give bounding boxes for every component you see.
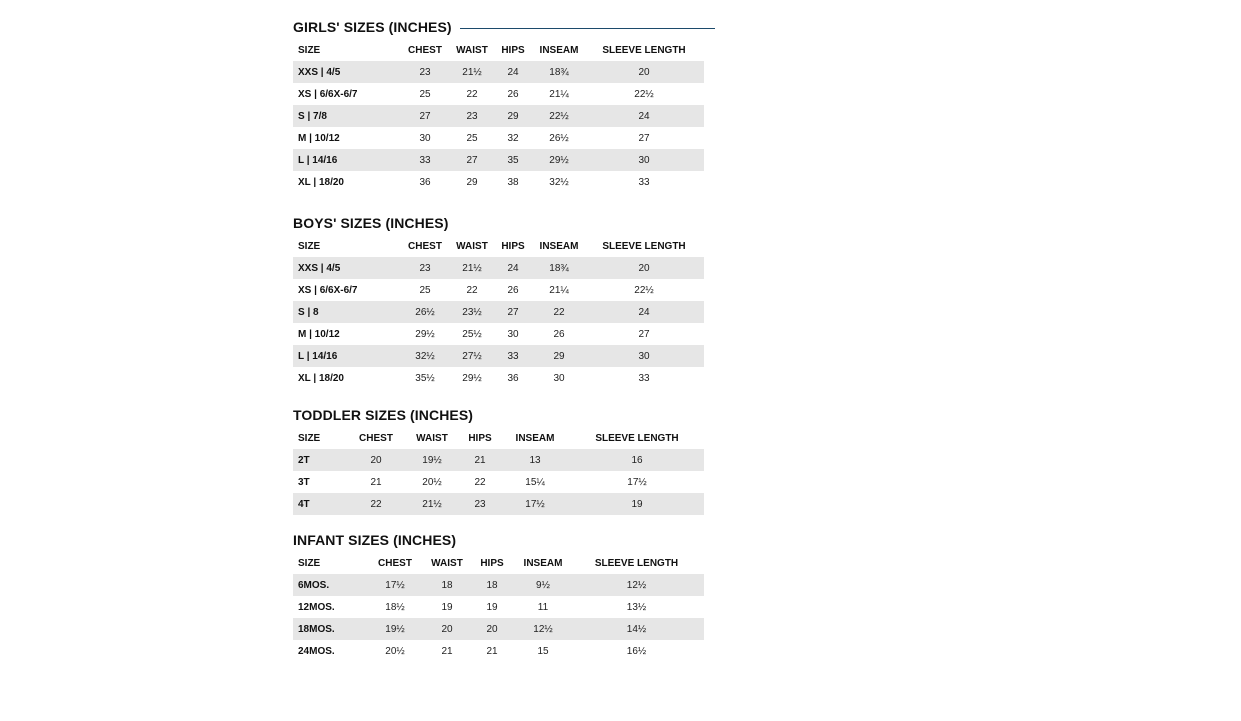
infant-size-section	[293, 530, 715, 662]
sleeve-cell: 30	[584, 149, 704, 171]
table-header-row	[293, 39, 704, 61]
header-size: SIZE	[298, 557, 321, 569]
table-row	[293, 257, 704, 279]
sleeve-cell: 27	[638, 328, 650, 340]
header-sleeve-length: SLEEVE LENGTH	[602, 240, 686, 252]
hips-cell: 30	[507, 328, 519, 340]
waist-cell: 22	[466, 88, 478, 100]
table-row	[293, 345, 704, 367]
toddler-size-title: TODDLER SIZES (INCHES)	[293, 407, 474, 423]
sleeve-cell: 17½	[627, 476, 647, 488]
header-chest: CHEST	[359, 432, 393, 444]
table-row	[293, 83, 704, 105]
sleeve-cell: 27	[638, 132, 650, 144]
chest-cell: 26½	[398, 301, 452, 323]
inseam-cell: 29½	[534, 149, 584, 171]
sleeve-cell: 20	[584, 257, 704, 279]
header-inseam: INSEAM	[539, 44, 579, 56]
sleeve-cell: 33	[638, 176, 650, 188]
waist-cell: 21½	[404, 493, 460, 515]
size-cell: S | 8	[293, 301, 398, 323]
hips-cell: 36	[507, 372, 519, 384]
waist-cell: 27½	[452, 345, 492, 367]
header-hips: HIPS	[480, 557, 504, 569]
chest-cell: 29½	[415, 328, 435, 340]
inseam-cell: 26½	[549, 132, 569, 144]
size-cell: 3T	[298, 476, 310, 488]
hips-cell: 23	[460, 493, 500, 515]
inseam-cell: 18¾	[534, 257, 584, 279]
hips-cell: 20	[467, 618, 517, 640]
header-size: SIZE	[298, 240, 321, 252]
size-cell: 24MOS.	[298, 645, 335, 657]
sleeve-cell: 22½	[634, 284, 654, 296]
inseam-cell: 18¾	[534, 61, 584, 83]
table-row	[293, 574, 704, 596]
table-row	[293, 105, 704, 127]
table-row	[293, 323, 704, 345]
hips-cell: 29	[492, 105, 534, 127]
waist-cell: 23½	[452, 301, 492, 323]
chest-cell: 17½	[363, 574, 427, 596]
table-row	[293, 471, 704, 493]
table-row	[293, 301, 704, 323]
header-size: SIZE	[298, 44, 321, 56]
waist-cell: 19½	[404, 449, 460, 471]
waist-cell: 19	[441, 601, 453, 613]
chest-cell: 20	[348, 449, 404, 471]
table-row	[293, 367, 704, 389]
sleeve-cell: 16	[570, 449, 704, 471]
hips-cell: 35	[492, 149, 534, 171]
girls-size-title: GIRLS' SIZES (INCHES)	[293, 19, 452, 35]
inseam-cell: 30	[553, 372, 565, 384]
boys-size-title: BOYS' SIZES (INCHES)	[293, 215, 449, 231]
chest-cell: 19½	[363, 618, 427, 640]
sleeve-cell: 22½	[634, 88, 654, 100]
table-row	[293, 61, 704, 83]
boys-size-section	[293, 213, 715, 389]
size-cell: 6MOS.	[293, 574, 363, 596]
header-inseam: INSEAM	[523, 557, 563, 569]
inseam-cell: 21¼	[549, 284, 569, 296]
header-waist: WAIST	[456, 240, 488, 252]
hips-cell: 26	[507, 88, 519, 100]
infant-title-row	[293, 530, 715, 550]
chest-cell: 18½	[385, 601, 405, 613]
inseam-cell: 17½	[500, 493, 570, 515]
size-cell: L | 14/16	[293, 345, 398, 367]
header-chest: CHEST	[408, 44, 442, 56]
inseam-cell: 15	[537, 645, 549, 657]
header-chest: CHEST	[378, 557, 412, 569]
girls-title-row	[293, 17, 715, 37]
size-cell: 4T	[293, 493, 348, 515]
size-cell: M | 10/12	[298, 328, 340, 340]
sleeve-cell: 12½	[569, 574, 704, 596]
inseam-cell: 32½	[549, 176, 569, 188]
waist-cell: 25½	[462, 328, 482, 340]
hips-cell: 21	[460, 449, 500, 471]
inseam-cell: 26	[553, 328, 565, 340]
inseam-cell: 13	[500, 449, 570, 471]
size-cell: M | 10/12	[298, 132, 340, 144]
sleeve-cell: 16½	[626, 645, 647, 657]
header-waist: WAIST	[431, 557, 463, 569]
chest-cell: 33	[398, 149, 452, 171]
table-row	[293, 596, 704, 618]
waist-cell: 29½	[462, 372, 482, 384]
boys-size-table	[293, 235, 704, 389]
size-cell: S | 7/8	[293, 105, 398, 127]
size-cell: XL | 18/20	[298, 372, 344, 384]
waist-cell: 20½	[422, 476, 442, 488]
inseam-cell: 21¼	[549, 88, 569, 100]
waist-cell: 18	[427, 574, 467, 596]
hips-cell: 22	[474, 476, 486, 488]
sleeve-cell: 20	[584, 61, 704, 83]
toddler-size-section	[293, 405, 715, 515]
table-header-row	[293, 235, 704, 257]
hips-cell: 38	[507, 176, 519, 188]
table-row	[293, 149, 704, 171]
sleeve-cell: 24	[584, 105, 704, 127]
infant-size-table	[293, 552, 704, 662]
chest-cell: 36	[419, 176, 431, 188]
chest-cell: 32½	[398, 345, 452, 367]
table-row	[293, 493, 704, 515]
chest-cell: 23	[398, 257, 452, 279]
chest-cell: 25	[419, 284, 431, 296]
inseam-cell: 22½	[534, 105, 584, 127]
sleeve-cell: 30	[584, 345, 704, 367]
hips-cell: 24	[492, 257, 534, 279]
title-divider	[460, 28, 715, 29]
table-row	[293, 640, 704, 662]
waist-cell: 25	[466, 132, 478, 144]
table-header-row	[293, 552, 704, 574]
size-cell: 18MOS.	[293, 618, 363, 640]
size-cell: XL | 18/20	[298, 176, 344, 188]
waist-cell: 29	[466, 176, 478, 188]
table-row	[293, 127, 704, 149]
infant-size-title: INFANT SIZES (INCHES)	[293, 532, 457, 548]
chest-cell: 23	[398, 61, 452, 83]
toddler-size-table	[293, 427, 704, 515]
chest-cell: 22	[348, 493, 404, 515]
table-row	[293, 279, 704, 301]
header-waist: WAIST	[456, 44, 488, 56]
inseam-cell: 11	[537, 601, 549, 613]
size-cell: XXS | 4/5	[293, 257, 398, 279]
waist-cell: 20	[427, 618, 467, 640]
header-sleeve-length: SLEEVE LENGTH	[595, 432, 679, 444]
sleeve-cell: 24	[584, 301, 704, 323]
hips-cell: 18	[467, 574, 517, 596]
inseam-cell: 29	[534, 345, 584, 367]
header-size: SIZE	[298, 432, 321, 444]
waist-cell: 21½	[452, 61, 492, 83]
chest-cell: 35½	[415, 372, 435, 384]
waist-cell: 21½	[452, 257, 492, 279]
chest-cell: 20½	[385, 645, 405, 657]
size-cell: 2T	[293, 449, 348, 471]
size-cell: XXS | 4/5	[293, 61, 398, 83]
size-cell: XS | 6/6X-6/7	[298, 88, 358, 100]
size-cell: L | 14/16	[293, 149, 398, 171]
inseam-cell: 12½	[517, 618, 569, 640]
header-inseam: INSEAM	[515, 432, 555, 444]
hips-cell: 21	[486, 645, 498, 657]
table-row	[293, 618, 704, 640]
boys-title-row	[293, 213, 715, 233]
waist-cell: 23	[452, 105, 492, 127]
hips-cell: 19	[486, 601, 498, 613]
header-sleeve-length: SLEEVE LENGTH	[594, 557, 679, 569]
inseam-cell: 22	[534, 301, 584, 323]
girls-size-section	[293, 17, 715, 193]
waist-cell: 27	[452, 149, 492, 171]
header-hips: HIPS	[501, 240, 525, 252]
header-hips: HIPS	[501, 44, 525, 56]
inseam-cell: 9½	[517, 574, 569, 596]
toddler-title-row	[293, 405, 715, 425]
table-header-row	[293, 427, 704, 449]
header-waist: WAIST	[416, 432, 448, 444]
chest-cell: 21	[370, 476, 382, 488]
table-row	[293, 449, 704, 471]
hips-cell: 26	[507, 284, 519, 296]
hips-cell: 27	[492, 301, 534, 323]
hips-cell: 32	[507, 132, 519, 144]
inseam-cell: 15¼	[525, 476, 545, 488]
header-inseam: INSEAM	[539, 240, 579, 252]
chest-cell: 27	[398, 105, 452, 127]
hips-cell: 33	[492, 345, 534, 367]
sleeve-cell: 14½	[569, 618, 704, 640]
sleeve-cell: 13½	[626, 601, 647, 613]
girls-size-table	[293, 39, 704, 193]
header-chest: CHEST	[408, 240, 442, 252]
waist-cell: 22	[466, 284, 478, 296]
waist-cell: 21	[441, 645, 453, 657]
table-row	[293, 171, 704, 193]
chest-cell: 30	[419, 132, 431, 144]
size-cell: 12MOS.	[298, 601, 335, 613]
chest-cell: 25	[419, 88, 431, 100]
hips-cell: 24	[492, 61, 534, 83]
size-cell: XS | 6/6X-6/7	[298, 284, 358, 296]
header-sleeve-length: SLEEVE LENGTH	[602, 44, 686, 56]
sleeve-cell: 33	[638, 372, 650, 384]
sleeve-cell: 19	[570, 493, 704, 515]
header-hips: HIPS	[468, 432, 492, 444]
